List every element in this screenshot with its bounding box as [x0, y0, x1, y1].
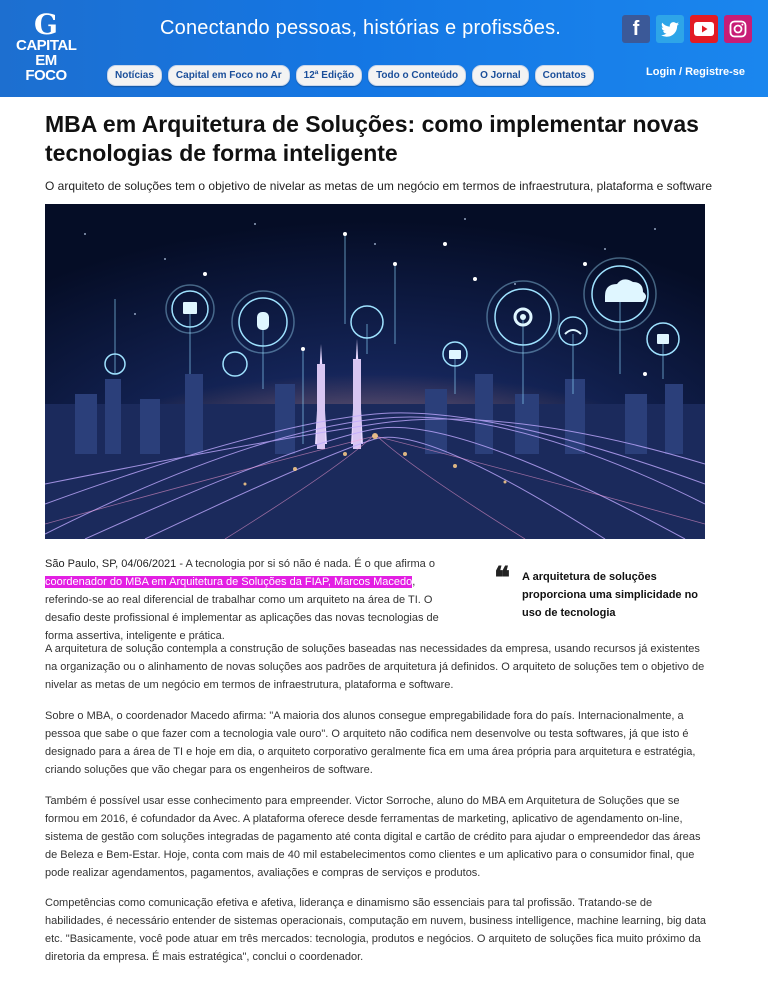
- article-paragraph-4: Competências como comunicação efetiva e afetiva, liderança e dinamismo são essenciais para tal profissão. Tratando-se de habilidades, é necessário entender de sistemas operacionais, computação em nuvem, business intelligence, machine learning, big data etc. "Basicamente, você pode atuar em três mercados: tecnologia, produtos e negócios. O arquiteto de soluções fica muito próximo da diretoria da empresa. É mais estratégica", conclui o coordenador.: [45, 897, 707, 963]
- site-tagline: Conectando pessoas, histórias e profissões.: [160, 17, 562, 39]
- lead-text-part2: , referindo-se ao real diferencial de trabalhar como um arquiteto na área de TI. O desafio deste profissional é implementar as aplicações das novas tecnologias de forma assertiva, inteligente e prática.: [45, 576, 439, 642]
- site-header: [0, 0, 768, 97]
- instagram-icon[interactable]: [724, 15, 752, 43]
- article-paragraph-3: Também é possível usar esse conhecimento para empreender. Victor Sorroche, aluno do MBA em Arquitetura de Soluções que se formou em 2016, é cofundador da Avec. A plataforma oferece desde ferramentas de marketing, aplicativo de agendamento on-line, sistema de gestão com soluções integradas de pagamento até conta digital e cartão de crédito para ajudar o empreendedor das áreas de Beleza e Bem-Estar. Hoje, conta com mais de 40 mil estabelecimentos como clientes e um aplicativo para o consumidor final, que pode realizar agendamentos, pagamentos, avaliações e compras de serviços e produtos.: [45, 795, 701, 879]
- nav-12-edicao[interactable]: 12ª Edição: [296, 65, 362, 86]
- article-dateline: São Paulo, SP, 04/06/2021: [45, 558, 177, 570]
- nav-capital-em-foco-no-ar[interactable]: Capital em Foco no Ar: [168, 65, 290, 86]
- youtube-icon[interactable]: [690, 15, 718, 43]
- nav-noticias[interactable]: Notícias: [107, 65, 162, 86]
- hero-image-art: [45, 204, 705, 539]
- lead-highlight: coordenador do MBA em Arquitetura de Soluções da FIAP, Marcos Macedo: [45, 576, 413, 588]
- article-lead: [45, 555, 465, 645]
- twitter-icon[interactable]: [656, 15, 684, 43]
- facebook-icon[interactable]: f: [622, 15, 650, 43]
- logo-mark: G: [34, 8, 58, 41]
- social-links: [622, 15, 752, 43]
- article-title: MBA em Arquitetura de Soluções: como implementar novas tecnologias de forma inteligente: [45, 111, 699, 166]
- nav-o-jornal[interactable]: O Jornal: [472, 65, 529, 86]
- main-nav: [107, 65, 594, 86]
- logo-line-1: CAPITAL: [16, 37, 77, 54]
- login-register-link[interactable]: Login / Registre-se: [646, 66, 746, 78]
- article-paragraph-2: Sobre o MBA, o coordenador Macedo afirma: "A maioria dos alunos consegue empregabilidade fora do país. Internacionalmente, a pessoa que sabe o que fazer com a tecnologia vale ouro". O arquiteto não codifica nem desenvolve ou testa softwares, já que isto é designado para a área de TI e hoje em dia, o arquiteto corporativo geralmente fica em uma área própria para arquitetura e estratégia, criando soluções que vão chegar para os engenheiros de software.: [45, 710, 696, 776]
- article-subtitle: O arquiteto de soluções tem o objetivo de nivelar as metas de um negócio em termos de infraestrutura, plataforma e software: [45, 179, 713, 193]
- site-logo[interactable]: [16, 8, 77, 84]
- logo-line-2: EM FOCO: [25, 52, 67, 84]
- nav-contatos[interactable]: Contatos: [535, 65, 594, 86]
- pull-quote-text: A arquitetura de soluções proporciona uma simplicidade no uso de tecnologia: [522, 571, 699, 619]
- nav-todo-o-conteudo[interactable]: Todo o Conteúdo: [368, 65, 466, 86]
- article-paragraph-1: A arquitetura de solução contempla a construção de soluções baseadas nas necessidades da empresa, usando recursos já existentes na organização ou o alinhamento de novas soluções aos padrões de arquitetura já definidos. O arquiteto de soluções tem o objetivo de nivelar as metas de um negócio em termos de infraestrutura, plataforma e software.: [45, 643, 705, 691]
- quote-icon: ❝: [494, 561, 511, 596]
- hero-image: [45, 204, 705, 539]
- lead-text-part1: - A tecnologia por si só não é nada. É o que afirma o: [176, 558, 435, 570]
